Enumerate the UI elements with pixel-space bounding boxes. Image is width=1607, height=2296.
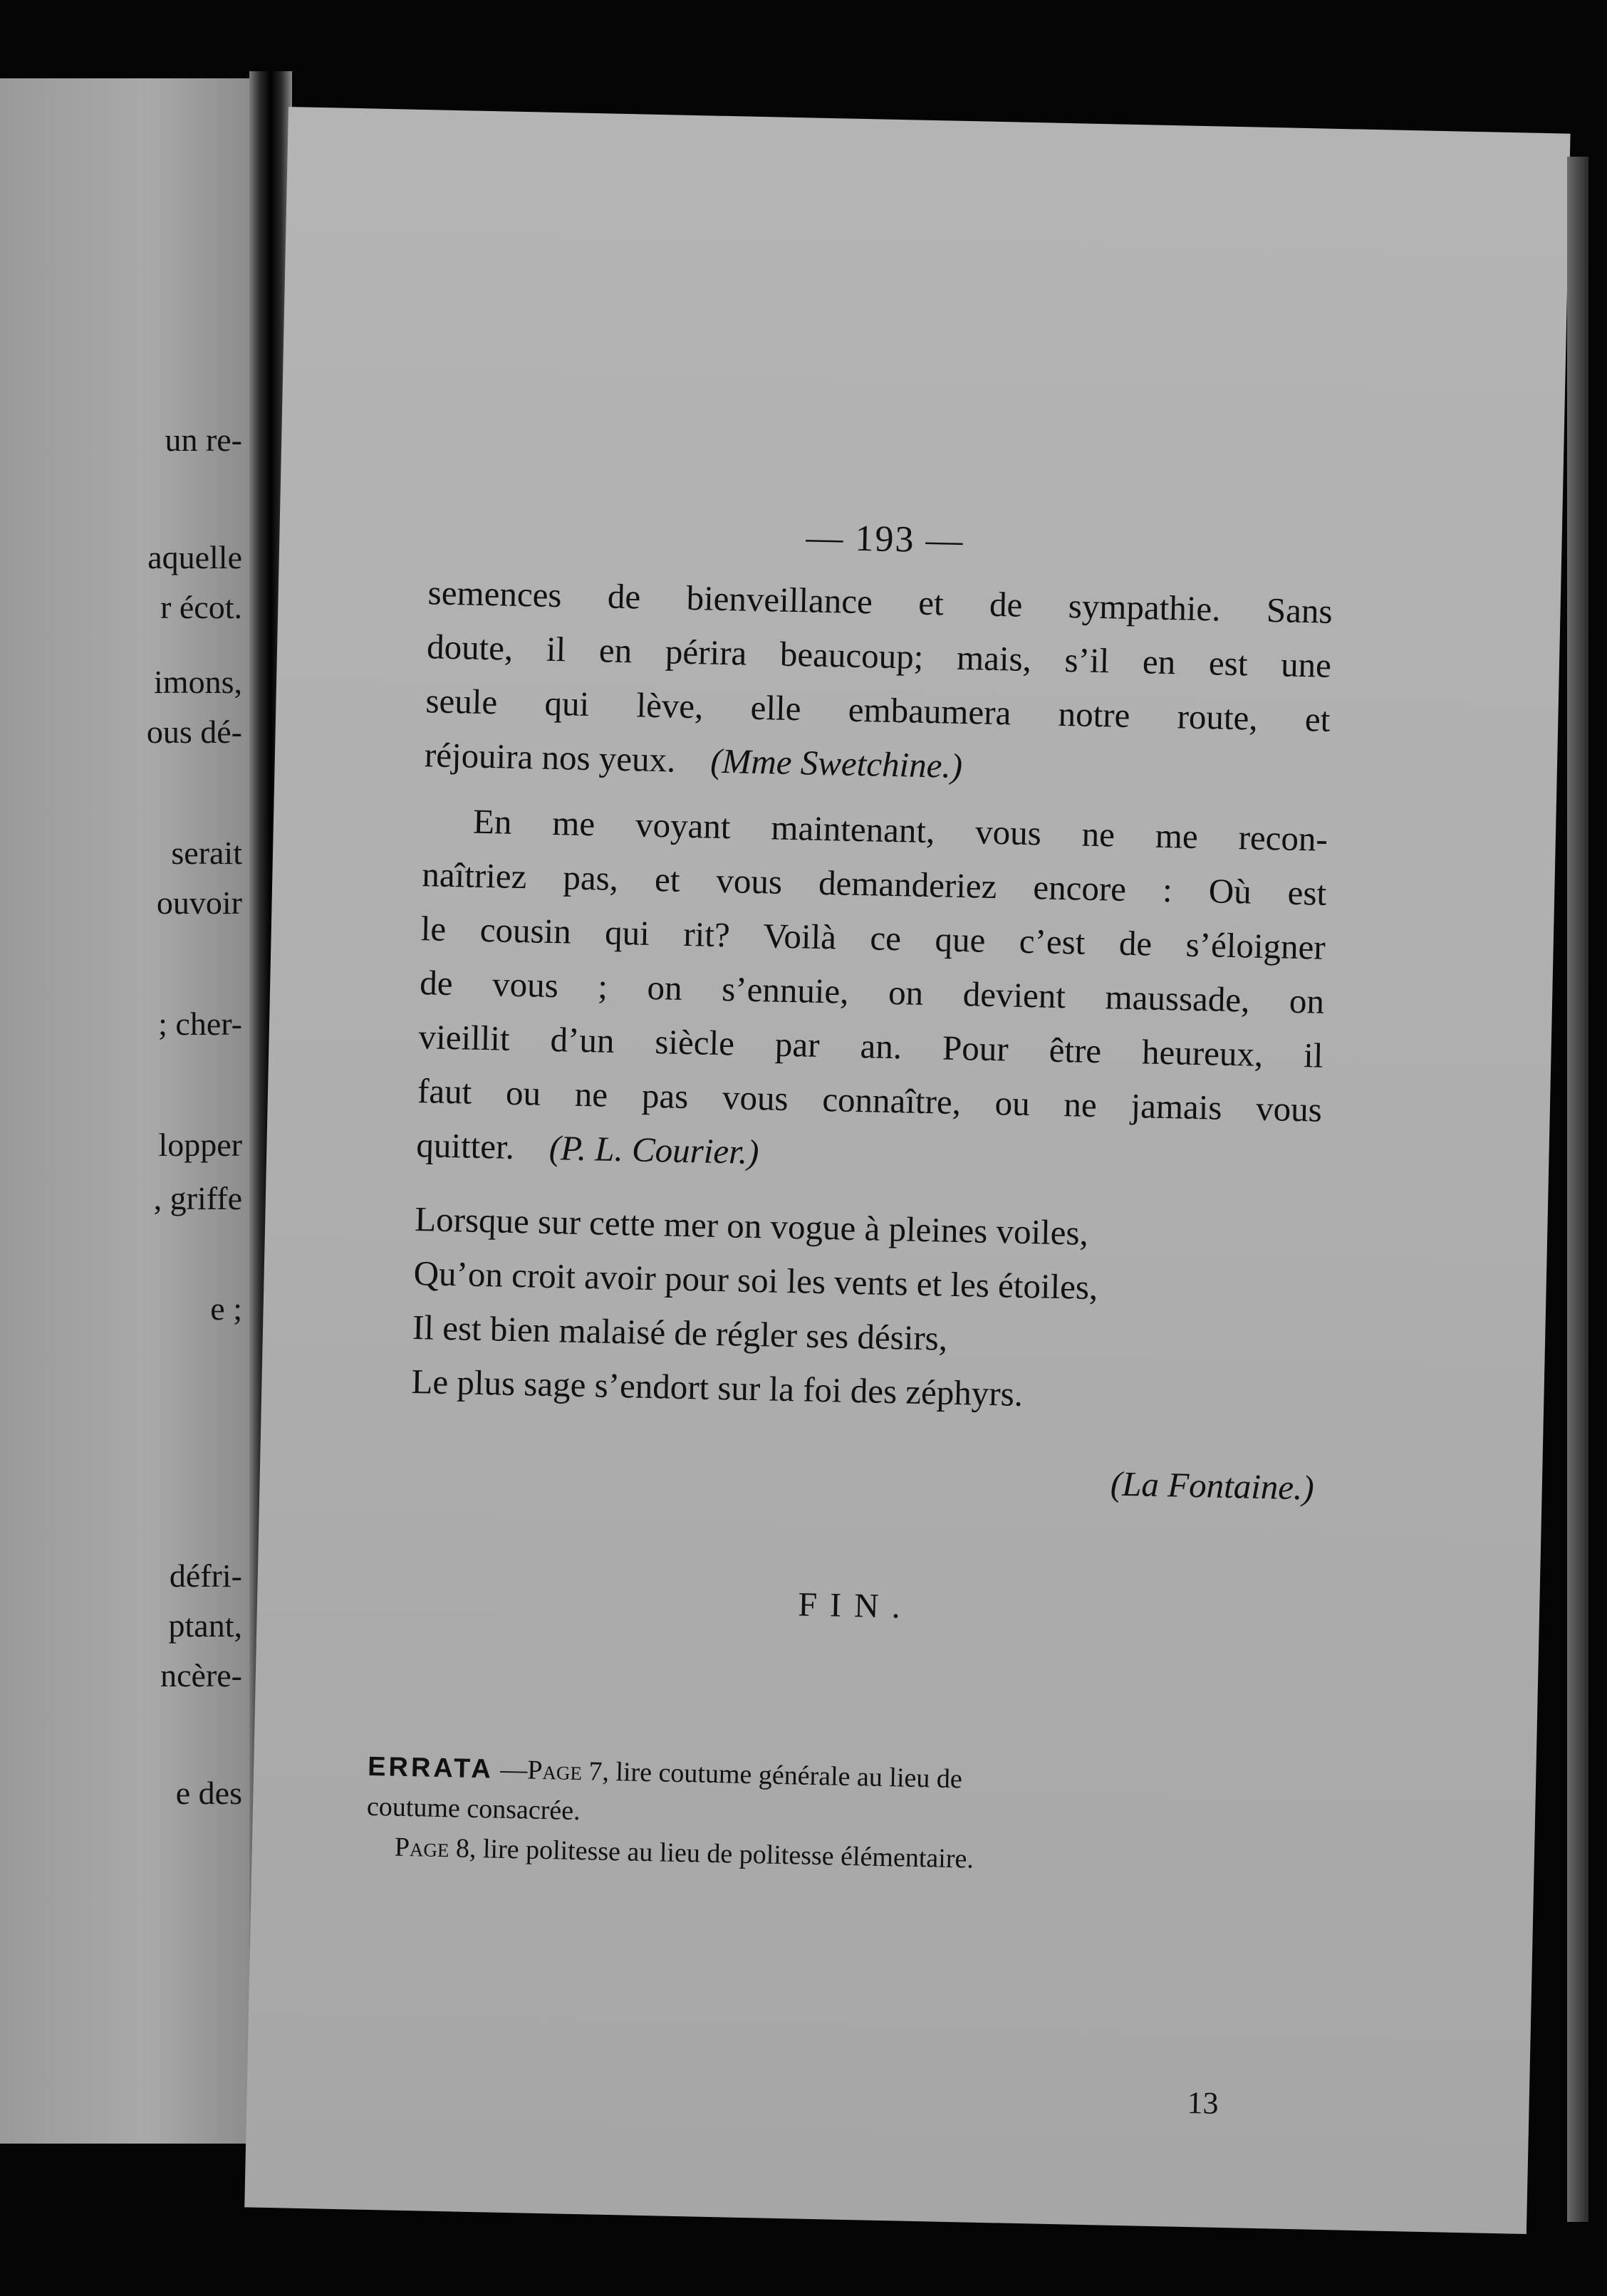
text-line: semences de bienveillance et de sympathie. Sans [427,573,1333,631]
signature-mark: 13 [1187,2085,1219,2121]
right-page [244,107,1570,2234]
page-number: — 193 — [805,517,965,561]
last-line-text: réjouira nos yeux. [424,735,676,780]
verse-line: Lorsque sur cette mer on vogue à pleines voiles, [414,1199,1089,1253]
text-line: seule qui lève, elle embaumera notre route, et [425,681,1331,739]
page-edge [1567,157,1588,2222]
left-page-fragment: ncère- [160,1657,242,1694]
errata-text: 7, lire coutume générale au lieu de [588,1756,963,1795]
text-line: doute, il en périra beaucoup; mais, s’il en est une [426,627,1332,685]
left-page-fragment: r écot. [160,589,242,625]
left-page-fragment: un re- [165,422,242,458]
left-page-fragment: serait [171,835,242,871]
last-line-text: quitter. [415,1125,515,1167]
errata-heading: ERRATA [367,1751,494,1785]
errata-line: coutume consacrée. [366,1791,581,1827]
left-page-fragment: ouvoir [156,885,242,921]
errata-text: 8, lire politesse au lieu de politesse élémentaire. [455,1833,974,1874]
fin-heading: FIN. [797,1585,914,1626]
attribution-courier: (P. L. Courier.) [548,1127,759,1172]
left-page-fragment: lopper [158,1127,242,1163]
left-page-fragment: défri- [169,1557,242,1594]
left-page-fragment: e ; [210,1290,242,1327]
left-page-fragment: ; cher- [158,1006,242,1042]
left-page-fragment: imons, [154,664,242,700]
verse-line: Il est bien malaisé de régler ses désirs, [412,1308,948,1358]
left-page-fragment: aquelle [147,539,242,575]
text-line: faut ou ne pas vous connaître, ou ne jamais vous [417,1071,1323,1129]
text-line: vieillit d’un siècle par an. Pour être heureux, il [418,1017,1323,1075]
left-facing-page [0,78,249,2144]
verse-line: Qu’on croit avoir pour soi les vents et les étoiles, [413,1253,1098,1308]
paragraph-swetchine [424,565,1333,801]
attribution-la-fontaine: (La Fontaine.) [1110,1463,1315,1508]
verse-line: Le plus sage s’endort sur la foi des zéphyrs. [410,1362,1024,1414]
errata-page-label: Page [394,1832,449,1864]
left-page-fragment: ptant, [168,1607,242,1644]
text-line: de vous ; on s’ennuie, on devient maussade, on [419,963,1325,1021]
errata-block [365,1747,1322,1887]
text-line: le cousin qui rit? Voilà ce que c’est de s’éloigner [420,909,1326,967]
left-page-fragment: ous dé- [146,714,242,750]
text-line: naîtriez pas, et vous demanderiez encore : Où est [421,855,1327,913]
verse-block [411,1192,1320,1428]
errata-page-label: —Page [499,1754,583,1787]
paragraph-courier [416,793,1328,1191]
left-page-fragment: e des [175,1775,242,1811]
attribution-swetchine: (Mme Swetchine.) [709,741,963,786]
text-line: En me voyant maintenant, vous ne me recon- [472,801,1328,859]
left-page-fragment: , griffe [153,1180,242,1216]
